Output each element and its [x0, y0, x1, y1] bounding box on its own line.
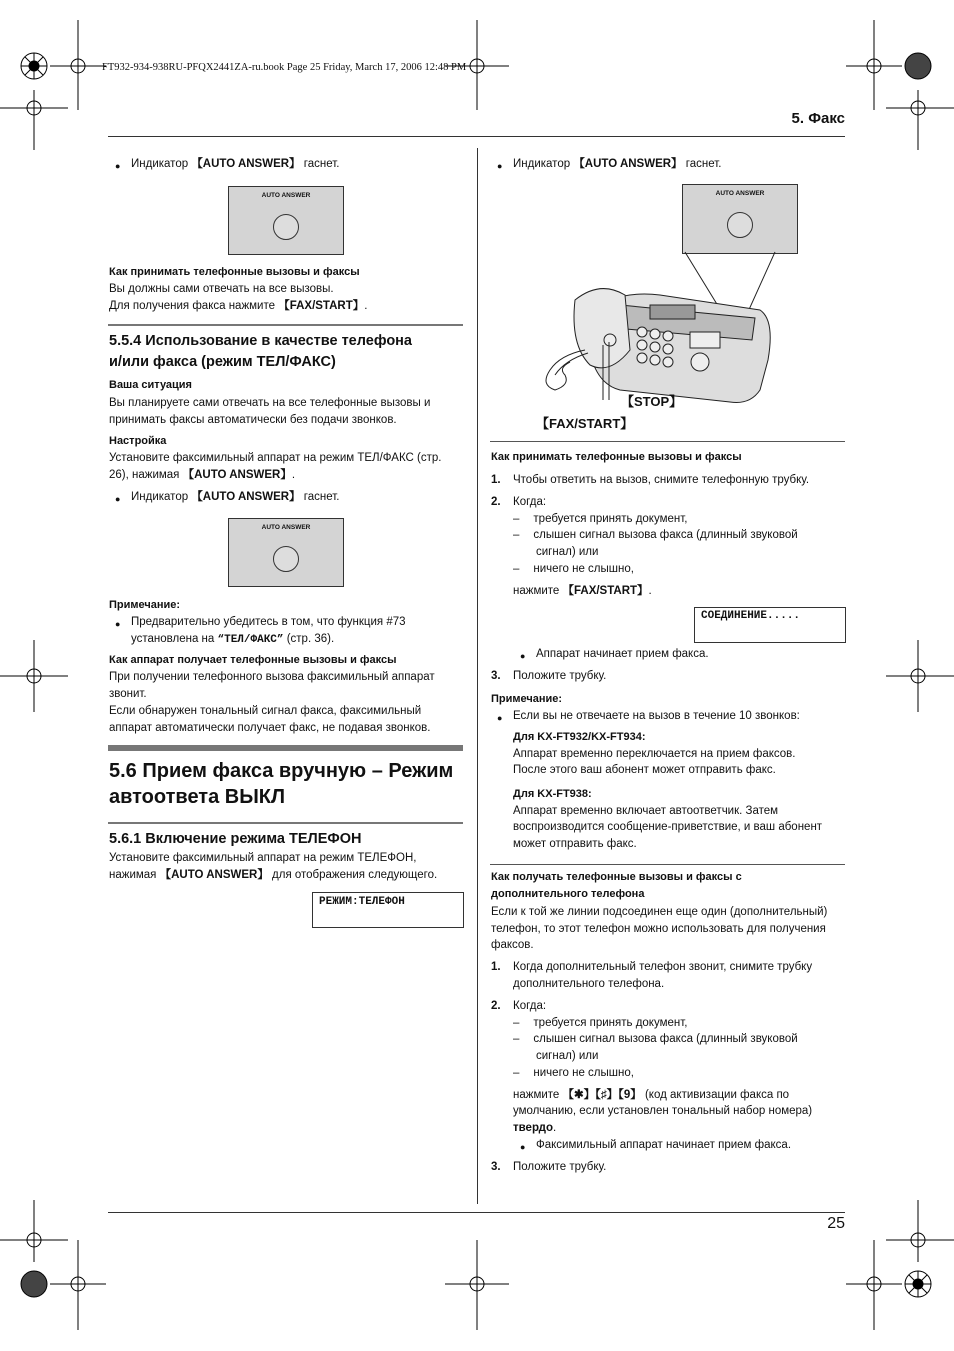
step-2: 2. Когда:	[491, 496, 547, 508]
section-56-title-2: автоответа ВЫКЛ	[109, 786, 286, 808]
setup-line-1: Установите факсимильный аппарат на режим ТЕЛ/ФАКС (стр.	[109, 452, 442, 464]
ext-receive: Факсимильный аппарат начинает прием факса.	[536, 1139, 792, 1151]
rule-56	[108, 745, 463, 751]
section-56-title: 5.6 Прием факса вручную – Режим	[109, 760, 454, 782]
setup-heading: Настройка	[109, 435, 167, 447]
ext-heading: Как получать телефонные вызовы и факсы с	[491, 871, 742, 883]
rule-right-1	[490, 441, 845, 442]
page-number: 25	[827, 1215, 845, 1232]
receive-line-4: аппарат автоматически получает факс, не подавая звонков.	[109, 722, 431, 734]
ext-step-3: 3. Положите трубку.	[491, 1161, 607, 1173]
call-line-1: Вы должны сами отвечать на все вызовы.	[109, 283, 334, 295]
step-1: 1. Чтобы ответить на вызов, снимите телефонную трубку.	[491, 474, 810, 486]
header-rule	[108, 136, 845, 137]
model2-line-1: Аппарат временно включает автоответчик. Затем	[513, 805, 779, 817]
dash-1: – требуется принять документ,	[513, 513, 688, 525]
receive-line-3: Если обнаружен тональный сигнал факса, факсимильный	[109, 705, 422, 717]
model2-line-3: может отправить факс.	[513, 838, 637, 850]
section-561-line-2: нажимая 【AUTO ANSWER】 для отображения следующего.	[109, 869, 438, 881]
note-line-2: установлена на “ТЕЛ/ФАКС” (стр. 36).	[131, 633, 335, 646]
right-note-line: Если вы не отвечаете на вызов в течение 10 звонков:	[513, 710, 800, 722]
edash-1: – требуется принять документ,	[513, 1017, 688, 1029]
edash-2: – слышен сигнал вызова факса (длинный звуковой	[513, 1033, 798, 1045]
dash-2-cont: сигнал) или	[536, 546, 599, 558]
footer-rule	[108, 1212, 845, 1213]
model1-line-2: После этого ваш абонент может отправить факс.	[513, 764, 776, 776]
rule-right-2	[490, 864, 845, 865]
situation-line-1: Вы планируете сами отвечать на все телефонные вызовы и	[109, 397, 431, 409]
fax-start-label: 【FAX/START】	[536, 416, 634, 431]
receive-line-1: При получении телефонного вызова факсимильный аппарат	[109, 671, 435, 683]
setup-line-2: 26), нажимая 【AUTO ANSWER】.	[109, 469, 296, 481]
epress-line-2: умолчанию, если установлен тональный набор номера)	[513, 1105, 813, 1117]
lcd-mode-display: РЕЖИМ:ТЕЛЕФОН	[312, 892, 464, 928]
section-554-title: 5.5.4 Использование в качестве телефона	[109, 333, 412, 349]
right-indicator-line: Индикатор 【AUTO ANSWER】 гаснет.	[513, 158, 722, 170]
situation-line-2: принимать факсы автоматически без подачи звонков.	[109, 414, 397, 426]
edash-2-cont: сигнал) или	[536, 1050, 599, 1062]
ext-line-2: телефон, то этот телефон можно использовать для получения	[491, 923, 826, 935]
section-561-line-1: Установите факсимильный аппарат на режим ТЕЛЕФОН,	[109, 852, 417, 864]
ext-step-2: 2. Когда:	[491, 1000, 547, 1012]
model2-line-2: воспроизводится сообщение-приветствие, и ваш абонент	[513, 821, 823, 833]
auto-answer-button-icon	[273, 546, 299, 572]
step-3: 3. Положите трубку.	[491, 670, 607, 682]
ext-line-1: Если к той же линии подсоединен еще один (дополнительный)	[491, 906, 828, 918]
ext-line-3: факсов.	[491, 939, 534, 951]
situation-heading: Ваша ситуация	[109, 379, 192, 391]
receive-line-2: звонит.	[109, 688, 147, 700]
dash-2: – слышен сигнал вызова факса (длинный звуковой	[513, 529, 798, 541]
auto-answer-panel-2: AUTO ANSWER	[228, 518, 344, 587]
ext-heading-2: дополнительного телефона	[491, 888, 645, 900]
auto-answer-button-icon	[273, 214, 299, 240]
left-indicator-line: Индикатор 【AUTO ANSWER】 гаснет.	[131, 158, 340, 170]
right-call-heading: Как принимать телефонные вызовы и факсы	[491, 451, 742, 463]
rule-561	[108, 822, 463, 824]
column-divider	[477, 148, 478, 1204]
epress-line-3: твердо.	[513, 1122, 557, 1134]
model1-heading: Для KX-FT932/KX-FT934:	[513, 731, 646, 743]
ext-step-1: 1. Когда дополнительный телефон звонит, снимите трубку	[491, 961, 813, 973]
model1-line-1: Аппарат временно переключается на прием факсов.	[513, 748, 796, 760]
note-line-1: Предварительно убедитесь в том, что функция #73	[131, 616, 406, 628]
note-heading: Примечание:	[109, 599, 181, 611]
lcd-connect-display: СОЕДИНЕНИЕ.....	[694, 607, 846, 643]
receive-heading: Как аппарат получает телефонные вызовы и факсы	[109, 654, 397, 666]
right-note-heading: Примечание:	[491, 693, 563, 705]
call-heading: Как принимать телефонные вызовы и факсы	[109, 266, 360, 278]
edash-3: – ничего не слышно,	[513, 1067, 634, 1079]
ext-step-1-cont: дополнительного телефона.	[513, 978, 665, 990]
model2-heading: Для KX-FT938:	[513, 788, 592, 800]
section-554-title-2: и/или факса (режим ТЕЛ/ФАКС)	[109, 354, 336, 370]
section-title: 5. Факс	[791, 110, 845, 127]
fax-machine-illustration	[530, 250, 780, 410]
section-561-title: 5.6.1 Включение режима ТЕЛЕФОН	[109, 831, 362, 847]
auto-answer-button-icon	[727, 212, 753, 238]
book-info: FT932-934-938RU-PFQX2441ZA-ru.book Page 25 Friday, March 17, 2006 12:48 PM	[102, 62, 467, 73]
stop-label: 【STOP】	[621, 394, 683, 409]
call-line-2: Для получения факса нажмите 【FAX/START】.	[109, 300, 368, 312]
right-auto-answer-panel: AUTO ANSWER	[682, 184, 798, 254]
start-receive: Аппарат начинает прием факса.	[536, 648, 709, 660]
left-indicator-line-2: Индикатор 【AUTO ANSWER】 гаснет.	[131, 491, 340, 503]
press-fax-start: нажмите 【FAX/START】.	[513, 585, 652, 597]
dash-3: – ничего не слышно,	[513, 563, 634, 575]
epress-line-1: нажмите 【✱】【♯】【9】 (код активизации факса по	[513, 1089, 790, 1101]
auto-answer-panel: AUTO ANSWER	[228, 186, 344, 255]
rule-554	[108, 324, 463, 326]
